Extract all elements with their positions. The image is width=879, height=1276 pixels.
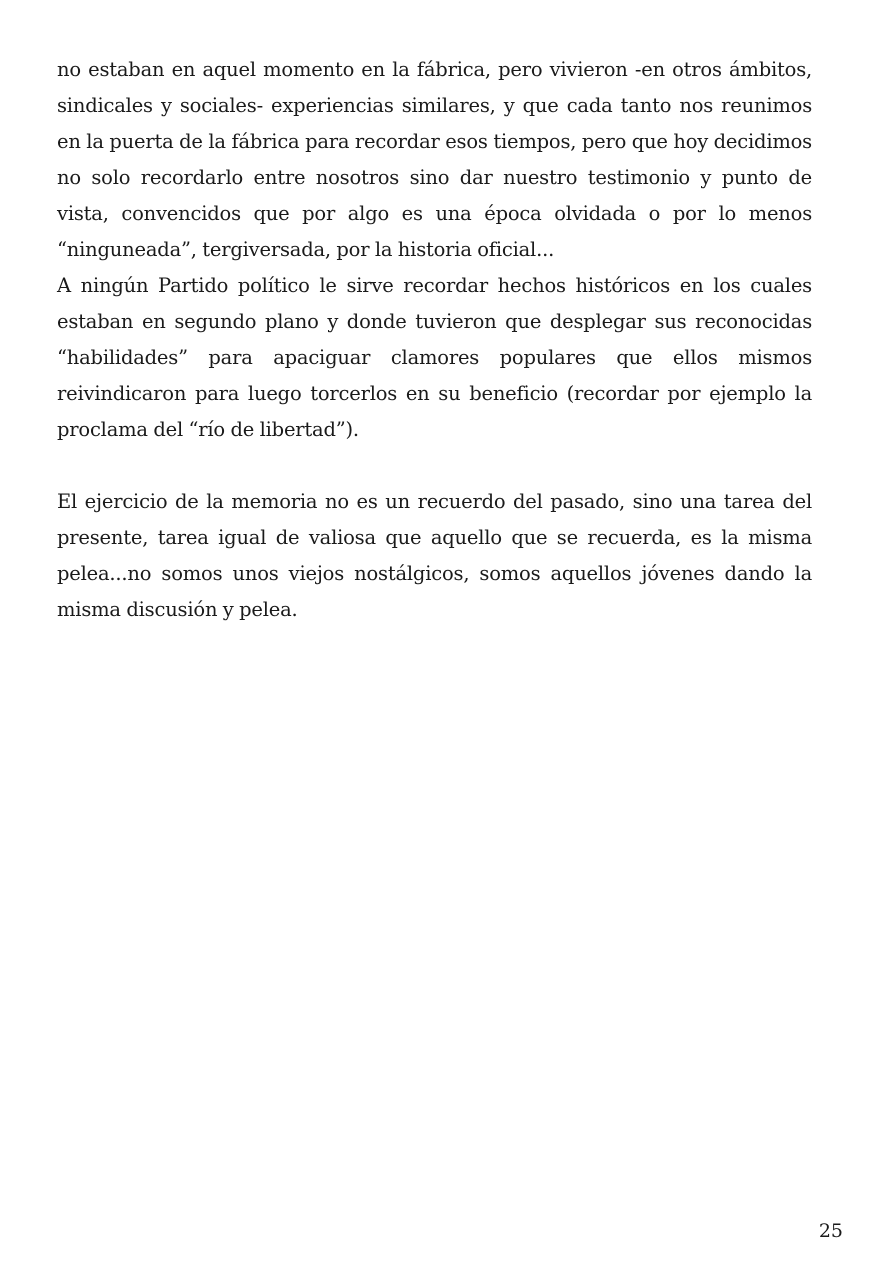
paragraph-partido-politico: A ningún Partido político le sirve recordar hechos históricos en los cuales estaban en segundo plano y donde tuvieron que desplegar sus reconocidas “habilidades” para apaciguar clamores populares que ellos mismos reivindicaron para luego torcerlos en su beneficio (recordar por ejemplo la proclama del “río de libertad”). — [57, 274, 812, 441]
body-text — [57, 52, 812, 628]
page-number: 25 — [818, 1220, 843, 1242]
paragraph-ejercicio-memoria: El ejercicio de la memoria no es un recuerdo del pasado, sino una tarea del presente, tarea igual de valiosa que aquello que se recuerda, es la misma pelea...no somos unos viejos nostálgicos, somos aquellos jóvenes dando la misma discusión y pelea. — [57, 490, 812, 621]
paragraph-continuation: no estaban en aquel momento en la fábrica, pero vivieron -en otros ámbitos, sindicales y sociales- experiencias similares, y que cada tanto nos reunimos en la puerta de la fábrica para recordar esos tiempos, pero que hoy decidimos no solo recordarlo entre nosotros sino dar nuestro testimonio y punto de vista, convencidos que por algo es una época olvidada o por lo menos “ninguneada”, tergiversada, por la historia oficial... — [57, 58, 812, 261]
